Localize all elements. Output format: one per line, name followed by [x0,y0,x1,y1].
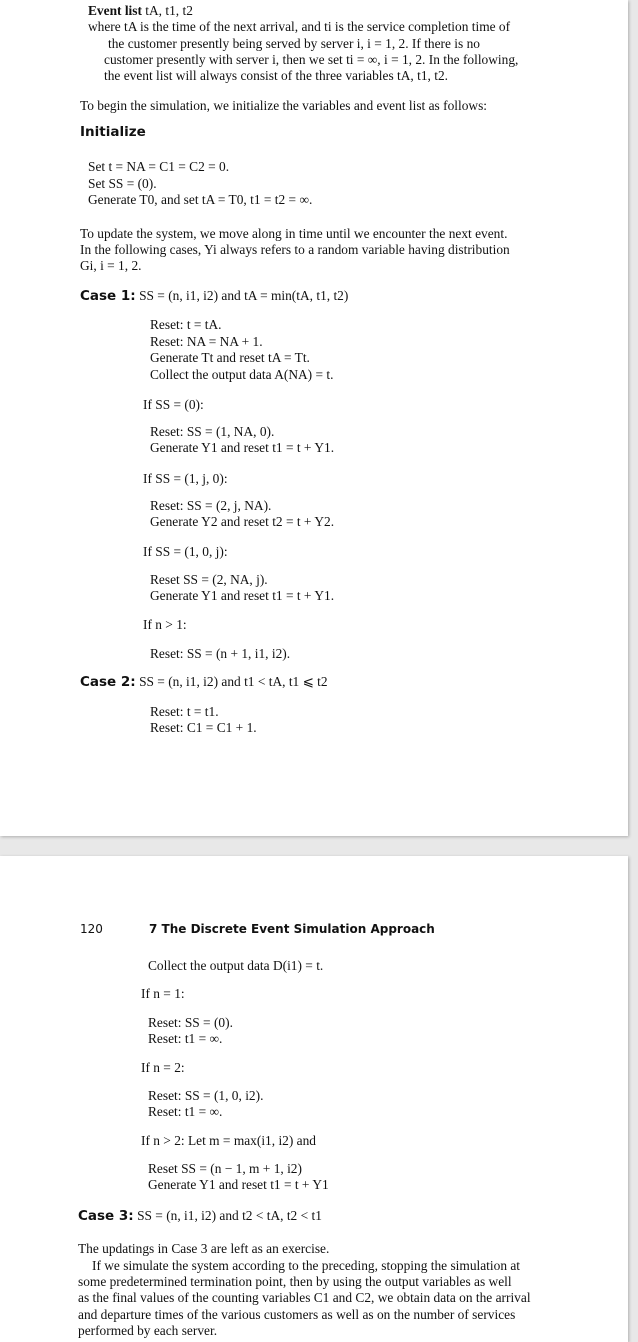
case-3-label: Case 3: [78,1208,134,1224]
case-1-line-2: Reset: NA = NA + 1. [150,334,263,349]
final-para-line-4: and departure times of the various customers as well as on the number of services [78,1307,516,1322]
case-1-sub-2-line-1: Reset: SS = (2, j, NA). [150,498,272,513]
final-para-line-3: as the final values of the counting variables C1 and C2, we obtain data on the arrival [78,1290,531,1305]
collect-output-line: Collect the output data D(i1) = t. [148,958,324,973]
final-para-line-2: some predetermined termination point, then by using the output variables as well [78,1274,512,1289]
case-2-condition: SS = (n, i1, i2) and t1 < tA, t1 ⩽ t2 [139,674,328,689]
event-list-line [88,3,193,19]
event-desc-line-3: customer presently with server i, then we set ti = ∞, i = 1, 2. In the following, [104,52,519,67]
case-1-sub-3-line-1: Reset SS = (2, NA, j). [150,572,268,587]
case-2-line-2: Reset: C1 = C1 + 1. [150,720,257,735]
update-text-line-2: In the following cases, Yi always refers to a random variable having distribution [80,242,510,257]
case-1-condition: SS = (n, i1, i2) and tA = min(tA, t1, t2) [139,288,349,303]
case-3-condition: SS = (n, i1, i2) and t2 < tA, t2 < t1 [137,1208,322,1223]
case-1-line-4: Collect the output data A(NA) = t. [150,367,334,382]
case-1-line-3: Generate Tt and reset tA = Tt. [150,350,310,365]
case-1-sub-2-cond: If SS = (1, j, 0): [143,471,228,486]
case-2-sub-3-line-2: Generate Y1 and reset t1 = t + Y1 [148,1177,329,1192]
case-1-sub-3-cond: If SS = (1, 0, j): [143,544,228,559]
case-2-sub-3-cond: If n > 2: Let m = max(i1, i2) and [141,1133,317,1148]
case-1-sub-1-cond: If SS = (0): [143,397,204,412]
update-text-line-3: Gi, i = 1, 2. [80,258,142,273]
case-2-sub-2-cond: If n = 2: [141,1060,185,1075]
update-text-line-1: To update the system, we move along in time until we encounter the next event. [80,226,508,241]
case-2-sub-2-line-1: Reset: SS = (1, 0, i2). [148,1088,264,1103]
init-line-3: Generate T0, and set tA = T0, t1 = t2 = ∞. [88,192,313,207]
case-3-heading [78,1208,322,1224]
case-1-sub-3-line-2: Generate Y1 and reset t1 = t + Y1. [150,588,335,603]
page-2 [0,856,628,1342]
init-line-2: Set SS = (0). [88,176,157,191]
case-1-sub-4-line-1: Reset: SS = (n + 1, i1, i2). [150,646,291,661]
page-number: 120 [80,922,103,936]
case-2-heading [80,674,328,690]
final-para-line-1: If we simulate the system according to the preceding, stopping the simulation at [92,1258,521,1273]
exercise-text: The updatings in Case 3 are left as an exercise. [78,1241,330,1256]
initialize-heading: Initialize [80,124,146,140]
init-line-1: Set t = NA = C1 = C2 = 0. [88,159,230,174]
case-1-sub-4-cond: If n > 1: [143,617,187,632]
case-2-sub-1-cond: If n = 1: [141,986,185,1001]
case-1-line-1: Reset: t = tA. [150,317,222,332]
event-list-vars: tA, t1, t2 [141,3,193,18]
case-1-label: Case 1: [80,288,136,304]
case-2-label: Case 2: [80,674,136,690]
case-1-heading [80,288,348,304]
event-desc-line-2: the customer presently being served by server i, i = 1, 2. If there is no [108,36,480,51]
case-2-sub-1-line-2: Reset: t1 = ∞. [148,1031,223,1046]
final-para-line-5: performed by each server. [78,1323,218,1338]
event-desc-line-1: where tA is the time of the next arrival, and ti is the service completion time of [88,19,511,34]
case-1-sub-1-line-2: Generate Y1 and reset t1 = t + Y1. [150,440,335,455]
case-2-sub-3-line-1: Reset SS = (n − 1, m + 1, i2) [148,1161,302,1176]
event-desc-line-4: the event list will always consist of the three variables tA, t1, t2. [104,68,448,83]
case-2-line-1: Reset: t = t1. [150,704,219,719]
running-head: 7 The Discrete Event Simulation Approach [149,922,435,936]
case-2-sub-1-line-1: Reset: SS = (0). [148,1015,233,1030]
case-1-sub-2-line-2: Generate Y2 and reset t2 = t + Y2. [150,514,335,529]
case-1-sub-1-line-1: Reset: SS = (1, NA, 0). [150,424,275,439]
event-list-title: Event list [88,3,142,18]
case-2-sub-2-line-2: Reset: t1 = ∞. [148,1104,223,1119]
begin-text: To begin the simulation, we initialize the variables and event list as follows: [80,98,488,113]
